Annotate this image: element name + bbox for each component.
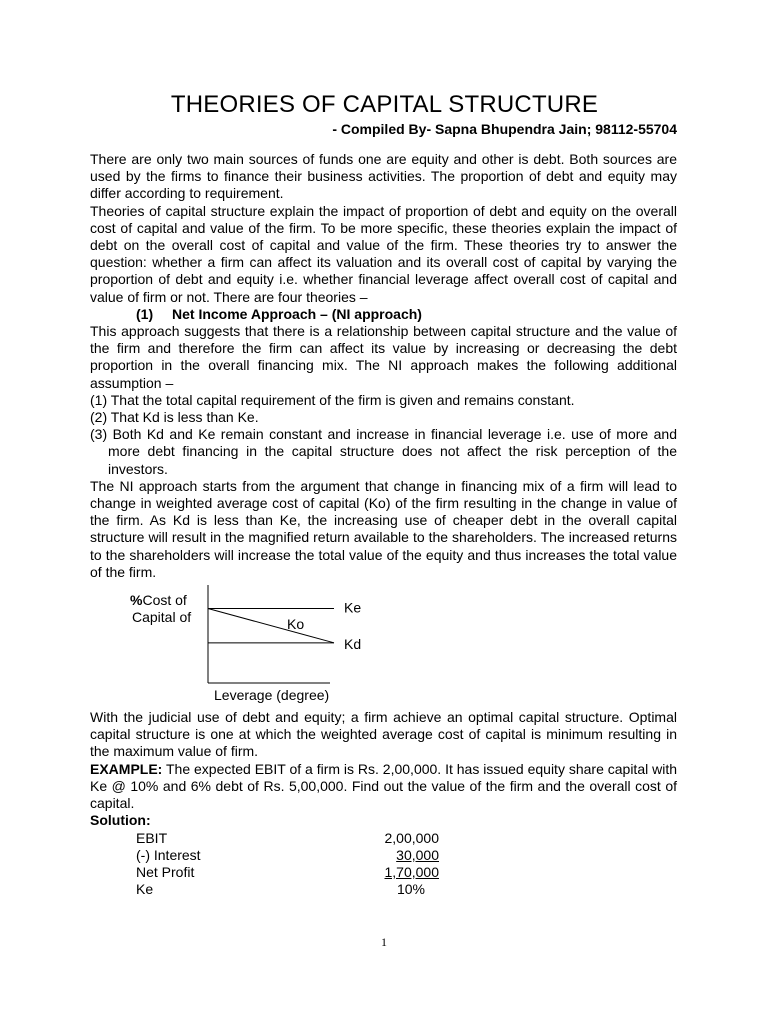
example-label: EXAMPLE: xyxy=(90,760,163,777)
chart-xlabel: Leverage (degree) xyxy=(214,687,330,704)
chart-ylabel-line2: Capital of xyxy=(132,609,192,626)
row-value: 10% xyxy=(396,881,425,898)
solution-label: Solution: xyxy=(90,812,151,829)
chart-svg xyxy=(90,585,677,709)
page-content xyxy=(90,92,677,898)
table-row xyxy=(136,830,439,847)
row-value: 1,70,000 xyxy=(384,863,439,880)
assumption-item: (1) That the total capital requirement of the firm is given and remains constant. xyxy=(90,391,575,408)
chart-ylabel-line1: %Cost of xyxy=(130,592,187,609)
page-title: THEORIES OF CAPITAL STRUCTURE xyxy=(170,91,599,118)
intro-paragraph-2: Theories of capital structure explain the impact of proportion of debt and equity on the overall cost of capital and value of the firm. To be more specific, these theories explain the impact of debt on the overall cost of capital and value of the firm. These theories try to answer the question: whether a firm can affect its valuation and its overall cost of capital by varying the proportion of debt and equity i.e. whether financial leverage affect overall cost of capital and value of firm or not. There are four theories – xyxy=(90,202,677,305)
series-label-kd: Kd xyxy=(344,635,362,652)
table-row xyxy=(136,864,439,881)
table-row xyxy=(136,881,439,898)
row-label: Net Profit xyxy=(136,863,195,880)
row-value: 30,000 xyxy=(396,846,439,863)
section-number: (1) xyxy=(136,305,154,322)
assumption-item: (3) Both Kd and Ke remain constant and increase in financial leverage i.e. use of more and more debt financing in the capital structure does not affect the risk perception of the investors. xyxy=(90,426,677,477)
spacer xyxy=(90,138,677,151)
author-line: - Compiled By- Sapna Bhupendra Jain; 98112-55704 xyxy=(332,121,677,137)
row-label: (-) Interest xyxy=(136,846,201,863)
row-label: EBIT xyxy=(136,829,168,846)
assumption-item: (2) That Kd is less than Ke. xyxy=(90,409,259,426)
page-number: 1 xyxy=(381,935,387,949)
conclusion-paragraph: With the judicial use of debt and equity; a firm achieve an optimal capital structure. Optimal capital structure is one at which the weighted average cost of capital is minimum resulting in the maximum value of firm. xyxy=(90,709,677,760)
argument-paragraph: The NI approach starts from the argument that change in financing mix of a firm will lead to change in weighted average cost of capital (Ko) of the firm resulting in the change in value of the firm. As Kd is less than Ke, the increasing use of cheaper debt in the overall capital structure will result in the magnified return available to the shareholders. The increased returns to the shareholders will increase the total value of the equity and thus increases the total value of the firm. xyxy=(90,477,677,580)
example-paragraph xyxy=(90,761,677,813)
series-label-ke: Ke xyxy=(344,599,362,616)
example-text: The expected EBIT of a firm is Rs. 2,00,000. It has issued equity share capital with Ke @ 10% and 6% debt of Rs. 5,00,000. Find out the value of the firm and the overall cost of capital. xyxy=(90,760,677,812)
series-line-ko xyxy=(208,609,334,643)
section-heading xyxy=(136,306,677,323)
cost-of-capital-chart xyxy=(90,585,677,709)
series-label-ko: Ko xyxy=(287,615,305,632)
table-row xyxy=(136,847,439,864)
assumption-list xyxy=(90,392,677,478)
section-title: Net Income Approach – (NI approach) xyxy=(172,305,422,322)
section-intro: This approach suggests that there is a relationship between capital structure and the value of the firm and therefore the firm can affect its value by increasing or decreasing the debt proportion in the overall financing mix. The NI approach makes the following additional assumption – xyxy=(90,323,677,391)
intro-paragraph-1: There are only two main sources of funds one are equity and other is debt. Both sources are used by the firms to finance their business activities. The proportion of debt and equity may differ according to requirement. xyxy=(90,151,677,202)
row-label: Ke xyxy=(136,881,154,898)
chart-series xyxy=(208,600,361,652)
row-value: 2,00,000 xyxy=(384,829,439,846)
solution-table xyxy=(136,830,439,899)
